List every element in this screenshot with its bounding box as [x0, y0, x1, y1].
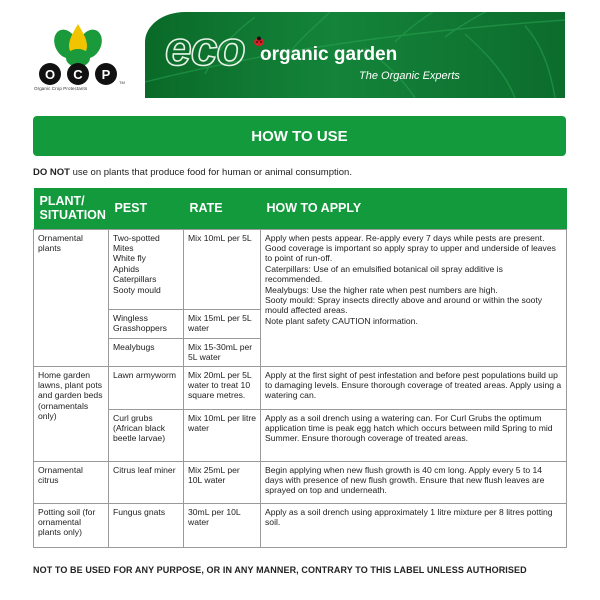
plant-cell: Ornamental citrus — [34, 461, 109, 503]
rate-cell: Mix 15mL per 5L water — [184, 309, 261, 338]
header-pest: PEST — [109, 188, 184, 229]
warning-bold: DO NOT — [33, 167, 70, 178]
pest-cell: Fungus gnats — [109, 503, 184, 547]
pest-cell: Mealybugs — [109, 338, 184, 366]
apply-cell: Apply as a soil drench using approximately 1 litre mixture per 8 litres potting soil. — [261, 503, 567, 547]
apply-cell: Begin applying when new flush growth is 40 cm long. Apply every 5 to 14 days with presence of new flush growth. Ensure that new flush leaves are sprayed on top and underneath. — [261, 461, 567, 503]
table-row — [34, 461, 567, 503]
plant-cell: Potting soil (for ornamental plants only) — [34, 503, 109, 547]
rate-cell: Mix 25mL per 10L water — [184, 461, 261, 503]
header-plant: PLANT/ SITUATION — [34, 188, 109, 229]
tagline: The Organic Experts — [359, 70, 460, 82]
table-row — [34, 229, 567, 309]
pest-cell: Citrus leaf miner — [109, 461, 184, 503]
logo-letter-c: C — [73, 67, 83, 82]
logo-letter-o: O — [44, 67, 56, 82]
footer-disclaimer: NOT TO BE USED FOR ANY PURPOSE, OR IN ANY MANNER, CONTRARY TO THIS LABEL UNLESS AUTHORISED — [33, 565, 527, 575]
table-row — [34, 409, 567, 461]
logo-caption: Organic Crop Protectants — [34, 86, 88, 91]
pest-cell: Lawn armyworm — [109, 366, 184, 409]
apply-cell: Apply at the first sight of pest infestation and before pest populations build up to damaging levels. Ensure thorough coverage of treated areas. Apply using a watering can. — [261, 366, 567, 409]
header — [0, 0, 600, 100]
table-row — [34, 366, 567, 409]
logo-tm: TM — [119, 80, 125, 85]
apply-cell: Apply when pests appear. Re-apply every 7 days while pests are present. Good coverage is important so apply spray to upper and underside of leaves to point of run-off. Caterpillars: Use of an emulsified botanical oil spray additive is recommended. Mealybugs: Use the higher rate when pest numbers are high. Sooty mould: Spray insects directly above and around or within the sooty mould affected areas. Note plant safety CAUTION information. — [261, 229, 567, 366]
eco-wordmark: eco — [165, 23, 245, 76]
plant-cell: Ornamental plants — [34, 229, 109, 366]
rate-cell: Mix 10mL per litre water — [184, 409, 261, 461]
warning-body: use on plants that produce food for human or animal consumption. — [69, 167, 352, 178]
warning-text — [33, 167, 352, 178]
rate-cell: Mix 10mL per 5L — [184, 229, 261, 309]
plant-cell: Home garden lawns, plant pots and garden beds (ornamentals only) — [34, 366, 109, 461]
brand-name: organic garden — [260, 44, 398, 65]
how-to-use-bar — [33, 116, 566, 156]
header-how-to-apply: HOW TO APPLY — [261, 188, 567, 229]
rate-cell: Mix 15-30mL per 5L water — [184, 338, 261, 366]
pest-cell: Curl grubs (African black beetle larvae) — [109, 409, 184, 461]
brand-banner — [145, 12, 565, 98]
pest-cell: Wingless Grasshoppers — [109, 309, 184, 338]
table-row — [34, 503, 567, 547]
logo-letter-p: P — [101, 67, 111, 82]
table-header-row — [34, 188, 567, 229]
pest-cell: Two-spotted Mites White fly Aphids Caterpillars Sooty mould — [109, 229, 184, 309]
rate-cell: 30mL per 10L water — [184, 503, 261, 547]
apply-cell: Apply as a soil drench using a watering can. For Curl Grubs the optimum application time is peak egg hatch which occurs between mild Spring to mid Summer. Ensure thorough coverage of treated areas. — [261, 409, 567, 461]
section-title: HOW TO USE — [251, 127, 348, 145]
rate-cell: Mix 20mL per 5L water to treat 10 square metres. — [184, 366, 261, 409]
header-rate: RATE — [184, 188, 261, 229]
directions-table — [33, 188, 567, 548]
